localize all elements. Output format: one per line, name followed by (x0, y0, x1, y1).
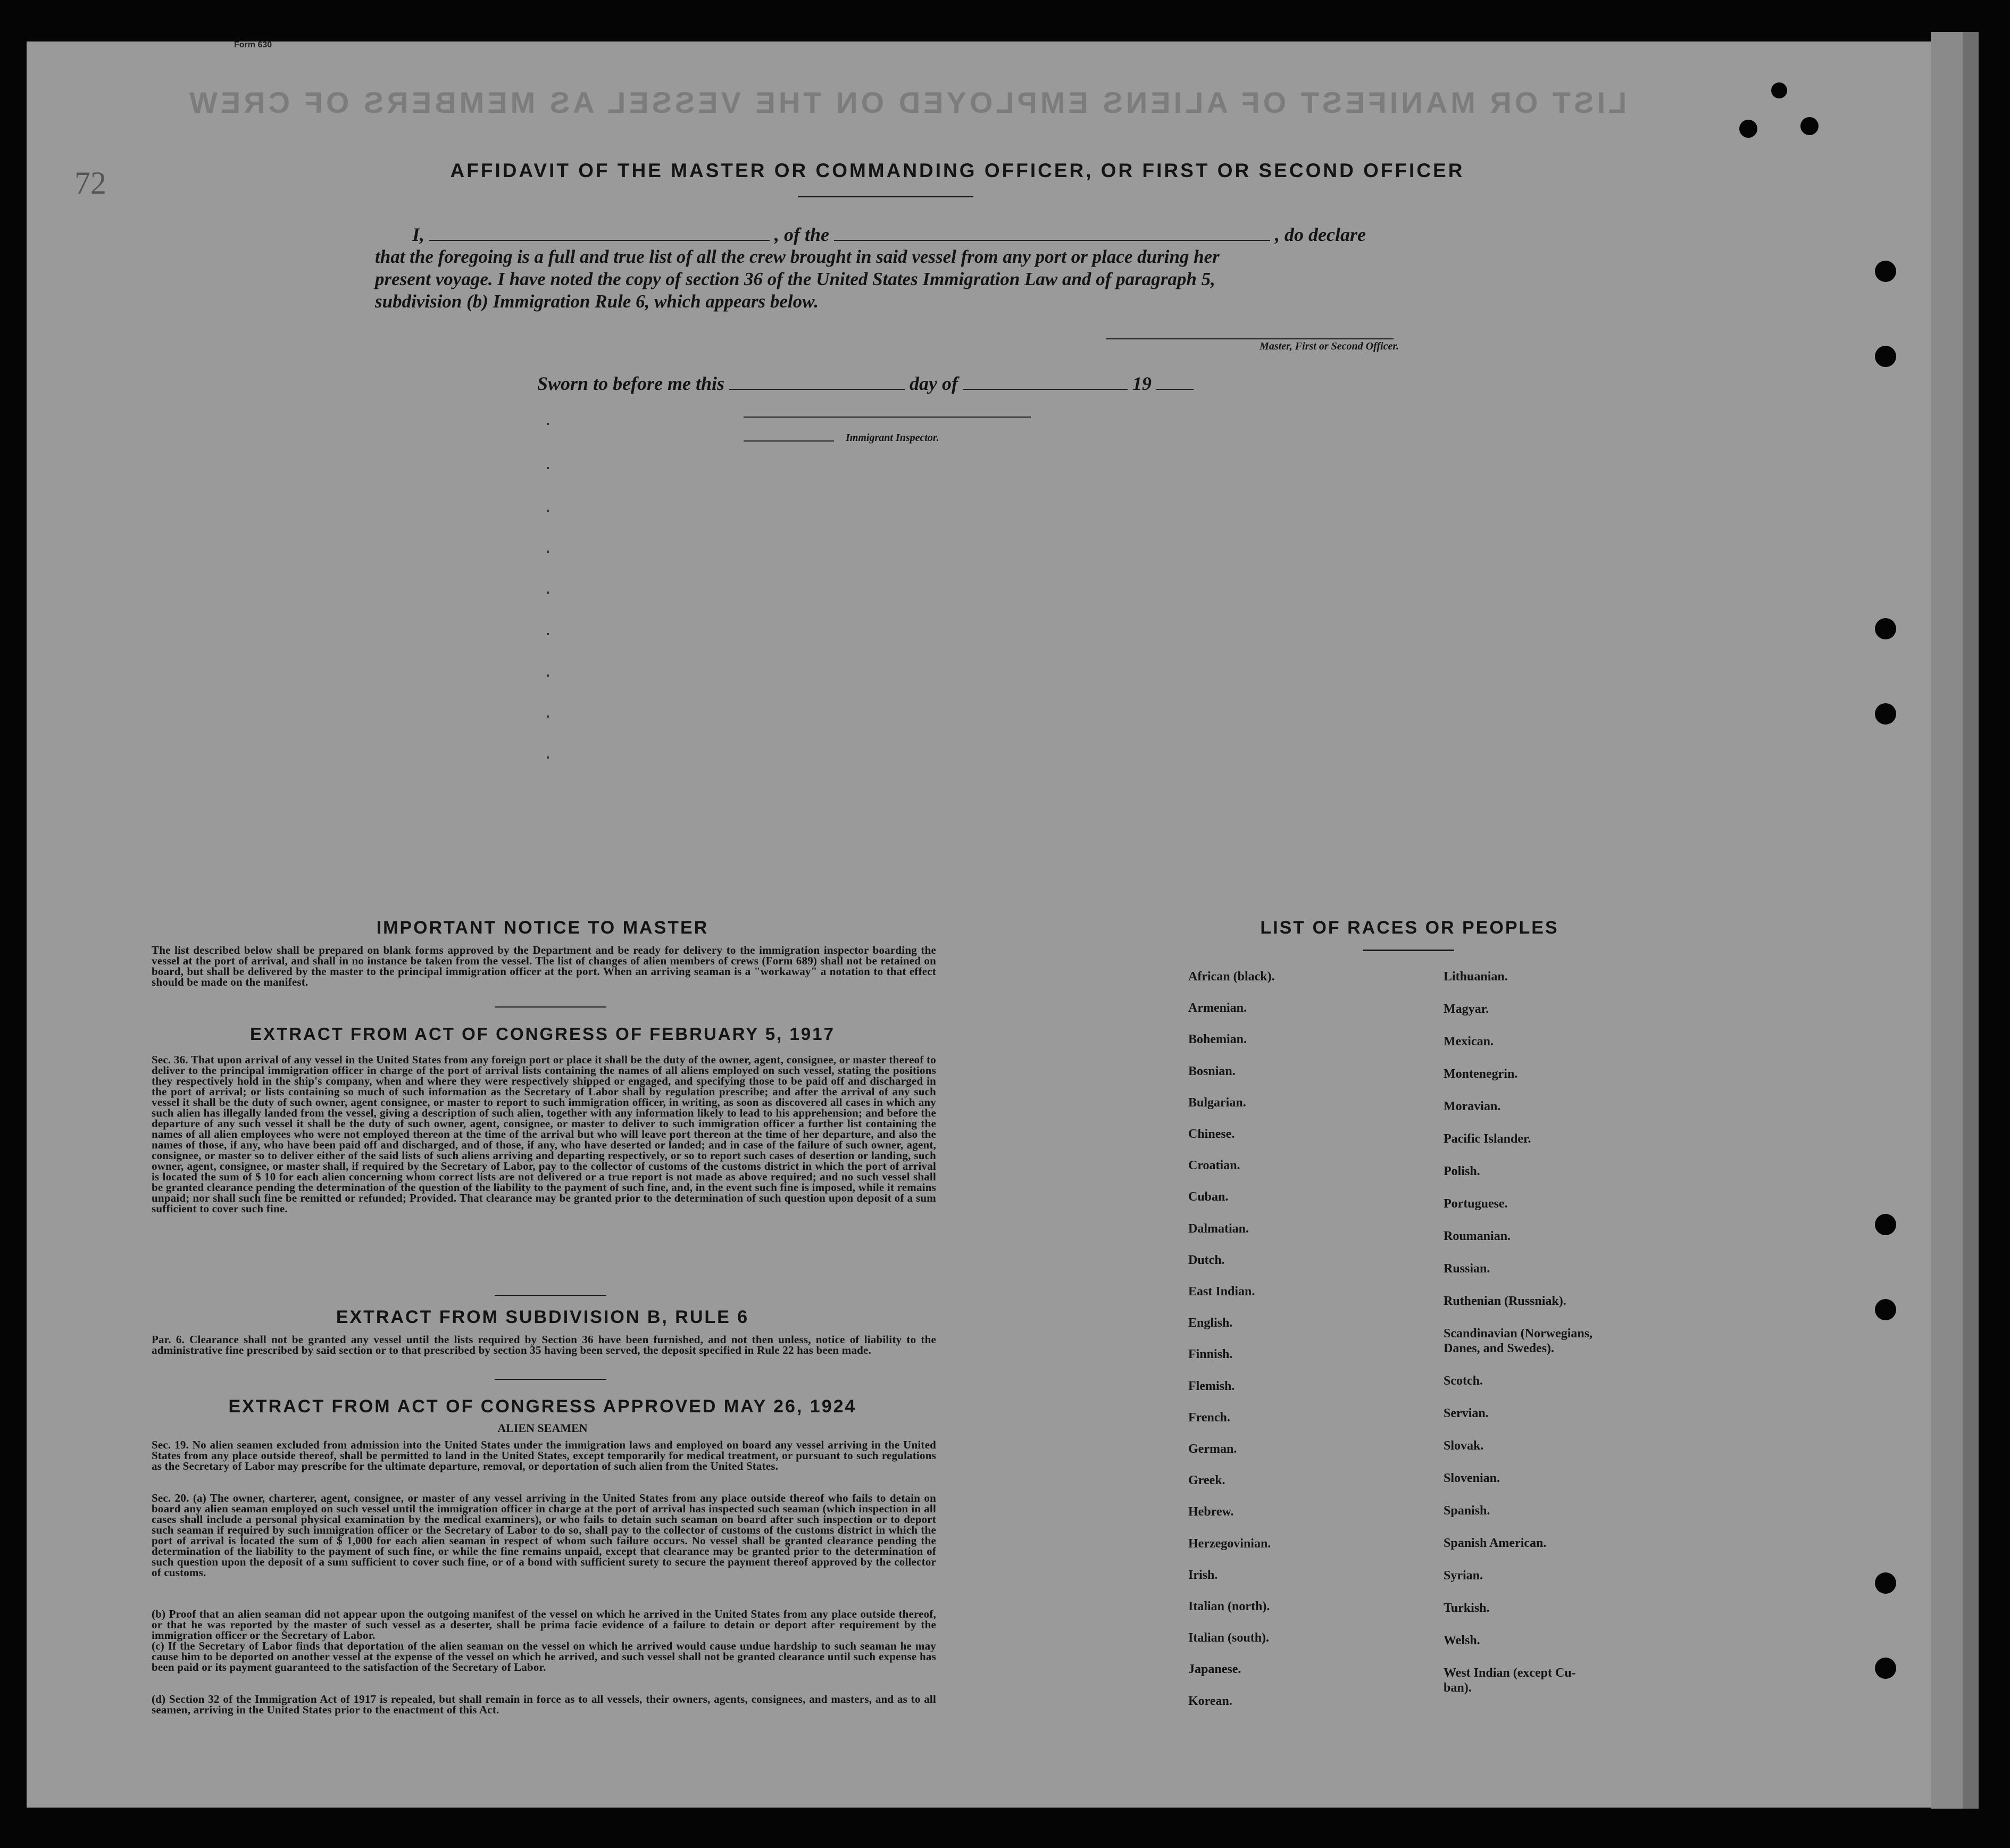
race-item: German. (1188, 1442, 1237, 1456)
race-item: Italian (north). (1188, 1600, 1270, 1613)
race-item: Moravian. (1444, 1100, 1501, 1113)
declarant-name-field[interactable] (429, 227, 770, 241)
race-item: Mexican. (1444, 1035, 1494, 1048)
extract-1917-divider (495, 1295, 606, 1296)
binder-hole (1875, 1299, 1896, 1320)
notice-title: IMPORTANT NOTICE TO MASTER (376, 918, 709, 938)
race-item: Spanish American. (1444, 1536, 1547, 1550)
ruling-dot (547, 467, 549, 469)
extract-1924-sec19: Sec. 19. No alien seamen excluded from admission into the United States under the immigration laws and employed on board any vessel arriving in the United States from any place outside thereof, shall be permitted to land in the United States, except temporarily for medical treatment, or pursuant to such regulations as the Secretary of Labor may prescribe for the ultimate departure, removal, or deportation of such alien from the United States. (152, 1438, 936, 1472)
race-item: Herzegovinian. (1188, 1536, 1271, 1551)
race-item: Polish. (1444, 1164, 1480, 1178)
race-item: Greek. (1188, 1474, 1225, 1488)
race-item: Bulgarian. (1188, 1095, 1246, 1110)
race-item: Dutch. (1188, 1253, 1225, 1267)
sheet-edge (1963, 32, 1979, 1809)
affidavit-line-3: present voyage. I have noted the copy of section 36 of the United States Immigration Law and of paragraph 5, (375, 269, 1215, 289)
affidavit-title: AFFIDAVIT OF THE MASTER OR COMMANDING OFFICER, OR FIRST OR SECOND OFFICER (450, 160, 1465, 181)
rule6-divider (495, 1379, 606, 1380)
vessel-name-field[interactable] (834, 227, 1270, 241)
rule6-text: Par. 6. Clearance shall not be granted any vessel until the lists required by Section 36 have been furnished, and not then unless, notice of liability to the administrative fine prescribed by said section or to that prescribed by section 35 having been served, the deposit specified in Rule 22 has been made. (152, 1333, 936, 1356)
ruling-dot (547, 715, 549, 718)
race-item: Finnish. (1188, 1347, 1233, 1362)
ruling-dot (547, 675, 549, 677)
race-item: Irish. (1188, 1568, 1218, 1582)
extract-1924-sec20d: (d) Section 32 of the Immigration Act of 1917 is repealed, but shall remain in force as to all vessels, their owners, agents, consignees, and masters, and as to all seamen, arriving in the United States prior to the enactment of this Act. (152, 1693, 936, 1716)
binder-hole (1800, 117, 1819, 135)
binder-hole (1739, 120, 1757, 138)
notice-text: The list described below shall be prepared on blank forms approved by the Department and be ready for delivery to the immigration inspector boarding the vessel at the port of arrival, and shall in no instance be taken from the vessel. The list of changes of alien members of crews (Form 689) shall not be retained on board, but shall be delivered by the master to the principal immigration officer at the port. When an arriving seaman is a "workaway" a notation to that effect should be made on the manifest. (152, 944, 936, 988)
race-item: Hebrew. (1188, 1505, 1234, 1519)
sworn-year-field[interactable] (1156, 376, 1194, 390)
race-item: Turkish. (1444, 1601, 1490, 1615)
binder-hole (1875, 1572, 1896, 1594)
binder-hole (1875, 261, 1896, 282)
binder-hole (1875, 703, 1896, 725)
binder-hole (1771, 82, 1787, 98)
race-item: Armenian. (1188, 1001, 1247, 1015)
race-item: Magyar. (1444, 1002, 1489, 1016)
race-item: West Indian (except Cu- ban). (1444, 1666, 1576, 1695)
race-item: Japanese. (1188, 1662, 1241, 1677)
race-item: Spanish. (1444, 1504, 1490, 1518)
race-item: Bohemian. (1188, 1033, 1247, 1047)
race-item: Portuguese. (1444, 1197, 1508, 1211)
bleed-through-text: LIST OR MANIFEST OF ALIENS EMPLOYED ON THE VESSEL AS MEMBERS OF CREW (186, 86, 1627, 119)
ruling-dot (547, 756, 549, 759)
signature-label: Master, First or Second Officer. (1260, 340, 1399, 352)
race-item: Roumanian. (1444, 1229, 1511, 1243)
race-item: Servian. (1444, 1406, 1489, 1420)
extract-1924-title: EXTRACT FROM ACT OF CONGRESS APPROVED MAY 26, 1924 (228, 1396, 857, 1417)
binder-hole (1875, 346, 1896, 367)
extract-1924-sec20b: (b) Proof that an alien seaman did not appear upon the outgoing manifest of the vessel on which he arrived in the United States from any place outside thereof, or that he was reported by the master of such vessel as a deserter, shall be prima facie evidence of a failure to detain or deport after requirement by the immigration officer or the Secretary of Labor. (152, 1608, 936, 1642)
vessel-prefix: , of the (774, 224, 830, 245)
inspector-label: Immigrant Inspector. (846, 432, 939, 444)
race-item: Scotch. (1444, 1374, 1483, 1388)
declarant-prefix: I, (412, 224, 425, 245)
rule6-title: EXTRACT FROM SUBDIVISION B, RULE 6 (336, 1307, 749, 1327)
ruling-dot (547, 633, 549, 635)
races-divider (1363, 950, 1454, 951)
affidavit-line-1 (375, 223, 1402, 246)
binder-hole (1875, 618, 1896, 639)
signature-line[interactable] (1106, 338, 1394, 339)
race-item: Italian (south). (1188, 1631, 1270, 1645)
extract-1924-subtitle: ALIEN SEAMEN (497, 1421, 588, 1435)
sworn-year-prefix: 19 (1132, 373, 1152, 394)
race-item: Scandinavian (Norwegians, Danes, and Swedes). (1444, 1327, 1593, 1355)
race-item: East Indian. (1188, 1285, 1255, 1298)
races-title: LIST OF RACES OR PEOPLES (1260, 918, 1559, 938)
extract-1924-sec20c: (c) If the Secretary of Labor finds that deportation of the alien seaman on the vessel on which he arrived would cause undue hardship to such seaman he may cause him to be deported on another vessel at the expense of the vessel on which he arrived, and such vessel shall not be granted clearance until such expense has been paid or its payment guaranteed to the satisfaction of the Secretary of Labor. (152, 1639, 936, 1674)
affidavit-line-4: subdivision (b) Immigration Rule 6, which appears below. (375, 291, 819, 312)
race-item: Slovak. (1444, 1439, 1484, 1453)
declare-text: , do declare (1275, 224, 1366, 245)
sworn-month-field[interactable] (963, 376, 1128, 390)
race-item: Lithuanian. (1444, 970, 1508, 984)
margin-mark: 72 (74, 165, 106, 201)
notice-divider (495, 1006, 606, 1008)
race-item: Croatian. (1188, 1159, 1240, 1173)
extract-1924-sec20: Sec. 20. (a) The owner, charterer, agent, consignee, or master of any vessel arriving in the United States from any place outside thereof who fails to detain on board any alien seaman employed on such vessel until the immigration officer in charge at the port of arrival has inspected such seaman (which inspection in all cases shall include a personal physical examination by the medical examiners), or who fails to detain such seaman on board after such inspection or to deport such seaman if required by such immigration officer or the Secretary of Labor to do so, shall pay to the collector of customs of the customs district in which the port of arrival is located the sum of $ 1,000 for each alien seaman in respect of whom such failure occurs. No vessel shall be granted clearance pending the determination of the liability to the payment of such fine, or while the fine remains unpaid, except that clearance may be granted prior to the determination of such question upon the deposit of a sum sufficient to cover such fine, or of a bond with sufficient surety to secure the payment thereof approved by the collector of customs. (152, 1492, 936, 1579)
extract-1917-title: EXTRACT FROM ACT OF CONGRESS OF FEBRUARY 5, 1917 (250, 1024, 835, 1044)
affidavit-line-2: that the foregoing is a full and true list of all the crew brought in said vessel from any port or place during her (375, 246, 1220, 267)
race-item: French. (1188, 1410, 1230, 1425)
race-item: Syrian. (1444, 1569, 1483, 1583)
race-item: English. (1188, 1316, 1233, 1330)
race-item: Montenegrin. (1444, 1067, 1518, 1081)
race-item: Bosnian. (1188, 1064, 1236, 1078)
race-item: Slovenian. (1444, 1471, 1500, 1485)
race-item: Korean. (1188, 1694, 1232, 1708)
race-item: Dalmatian. (1188, 1221, 1249, 1236)
race-item: Flemish. (1188, 1379, 1235, 1393)
race-item: Ruthenian (Russniak). (1444, 1294, 1566, 1308)
ruling-dot (547, 551, 549, 553)
race-item: Pacific Islander. (1444, 1132, 1531, 1146)
sworn-day-label: day of (910, 373, 958, 394)
race-item: Russian. (1444, 1262, 1490, 1276)
sworn-day-field[interactable] (729, 376, 905, 390)
binder-hole (1875, 1658, 1896, 1679)
inspector-signature-line[interactable] (744, 417, 1031, 418)
title-divider (798, 196, 973, 197)
sworn-line (537, 372, 1194, 395)
ruling-dot (547, 592, 549, 594)
race-item: Welsh. (1444, 1634, 1480, 1647)
ruling-dot (547, 423, 549, 425)
form-number: Form 630 (234, 40, 272, 49)
ruling-dot (547, 510, 549, 512)
race-item: Chinese. (1188, 1127, 1235, 1141)
sworn-prefix: Sworn to before me this (537, 373, 725, 394)
race-item: Cuban. (1188, 1190, 1229, 1204)
extract-1917-text: Sec. 36. That upon arrival of any vessel in the United States from any foreign port or place it shall be the duty of the owner, agent, consignee, or master thereof to deliver to the principal immigration officer in charge of the port of arrival lists containing the names of all aliens employed on such vessel, stating the positions they respectively hold in the ship's company, when and where they were respectively shipped or engaged, and specifying those to be paid off and discharged in the port of arrival; or lists containing so much of such information as the Secretary of Labor shall by regulation prescribe; and after the arrival of any such vessel it shall be the duty of such owner, agent consignee, or master to report to such immigration officer, in writing, as soon as discovered all cases in which any such alien has illegally landed from the vessel, giving a description of such alien, together with any information likely to lead to his apprehension; and before the departure of any such vessel it shall be the duty of such owner, agent, consignee, or master to deliver to such immigration officer a further list containing the names of all alien employees who were not employed thereon at the time of the arrival but who will leave port thereon at the time of her departure, and also the names of those, if any, who have been paid off and discharged, and of those, if any, who have deserted or landed; and in case of the failure of such owner, agent, consignee, or master so to deliver either of the said lists of such aliens arriving and departing respectively, or so to report such cases of desertion or landing, such owner, agent, consignee, or master shall, if required by the Secretary of Labor, pay to the collector of customs of the customs district in which the port of arrival is located the sum of $ 10 for each alien concerning whom correct lists are not delivered or a true report is not made as above required; and no such vessel shall be granted clearance pending the determination of the question of the liability to the payment of such fine, and, in the event such fine is imposed, while it remains unpaid; nor shall such fine be remitted or refunded; Provided. That clearance may be granted prior to the determination of such question upon deposit of a sum sufficient to cover such fine. (152, 1053, 936, 1215)
race-item: African (black). (1188, 970, 1275, 984)
inspector-short-line (744, 440, 834, 442)
binder-hole (1875, 1214, 1896, 1235)
